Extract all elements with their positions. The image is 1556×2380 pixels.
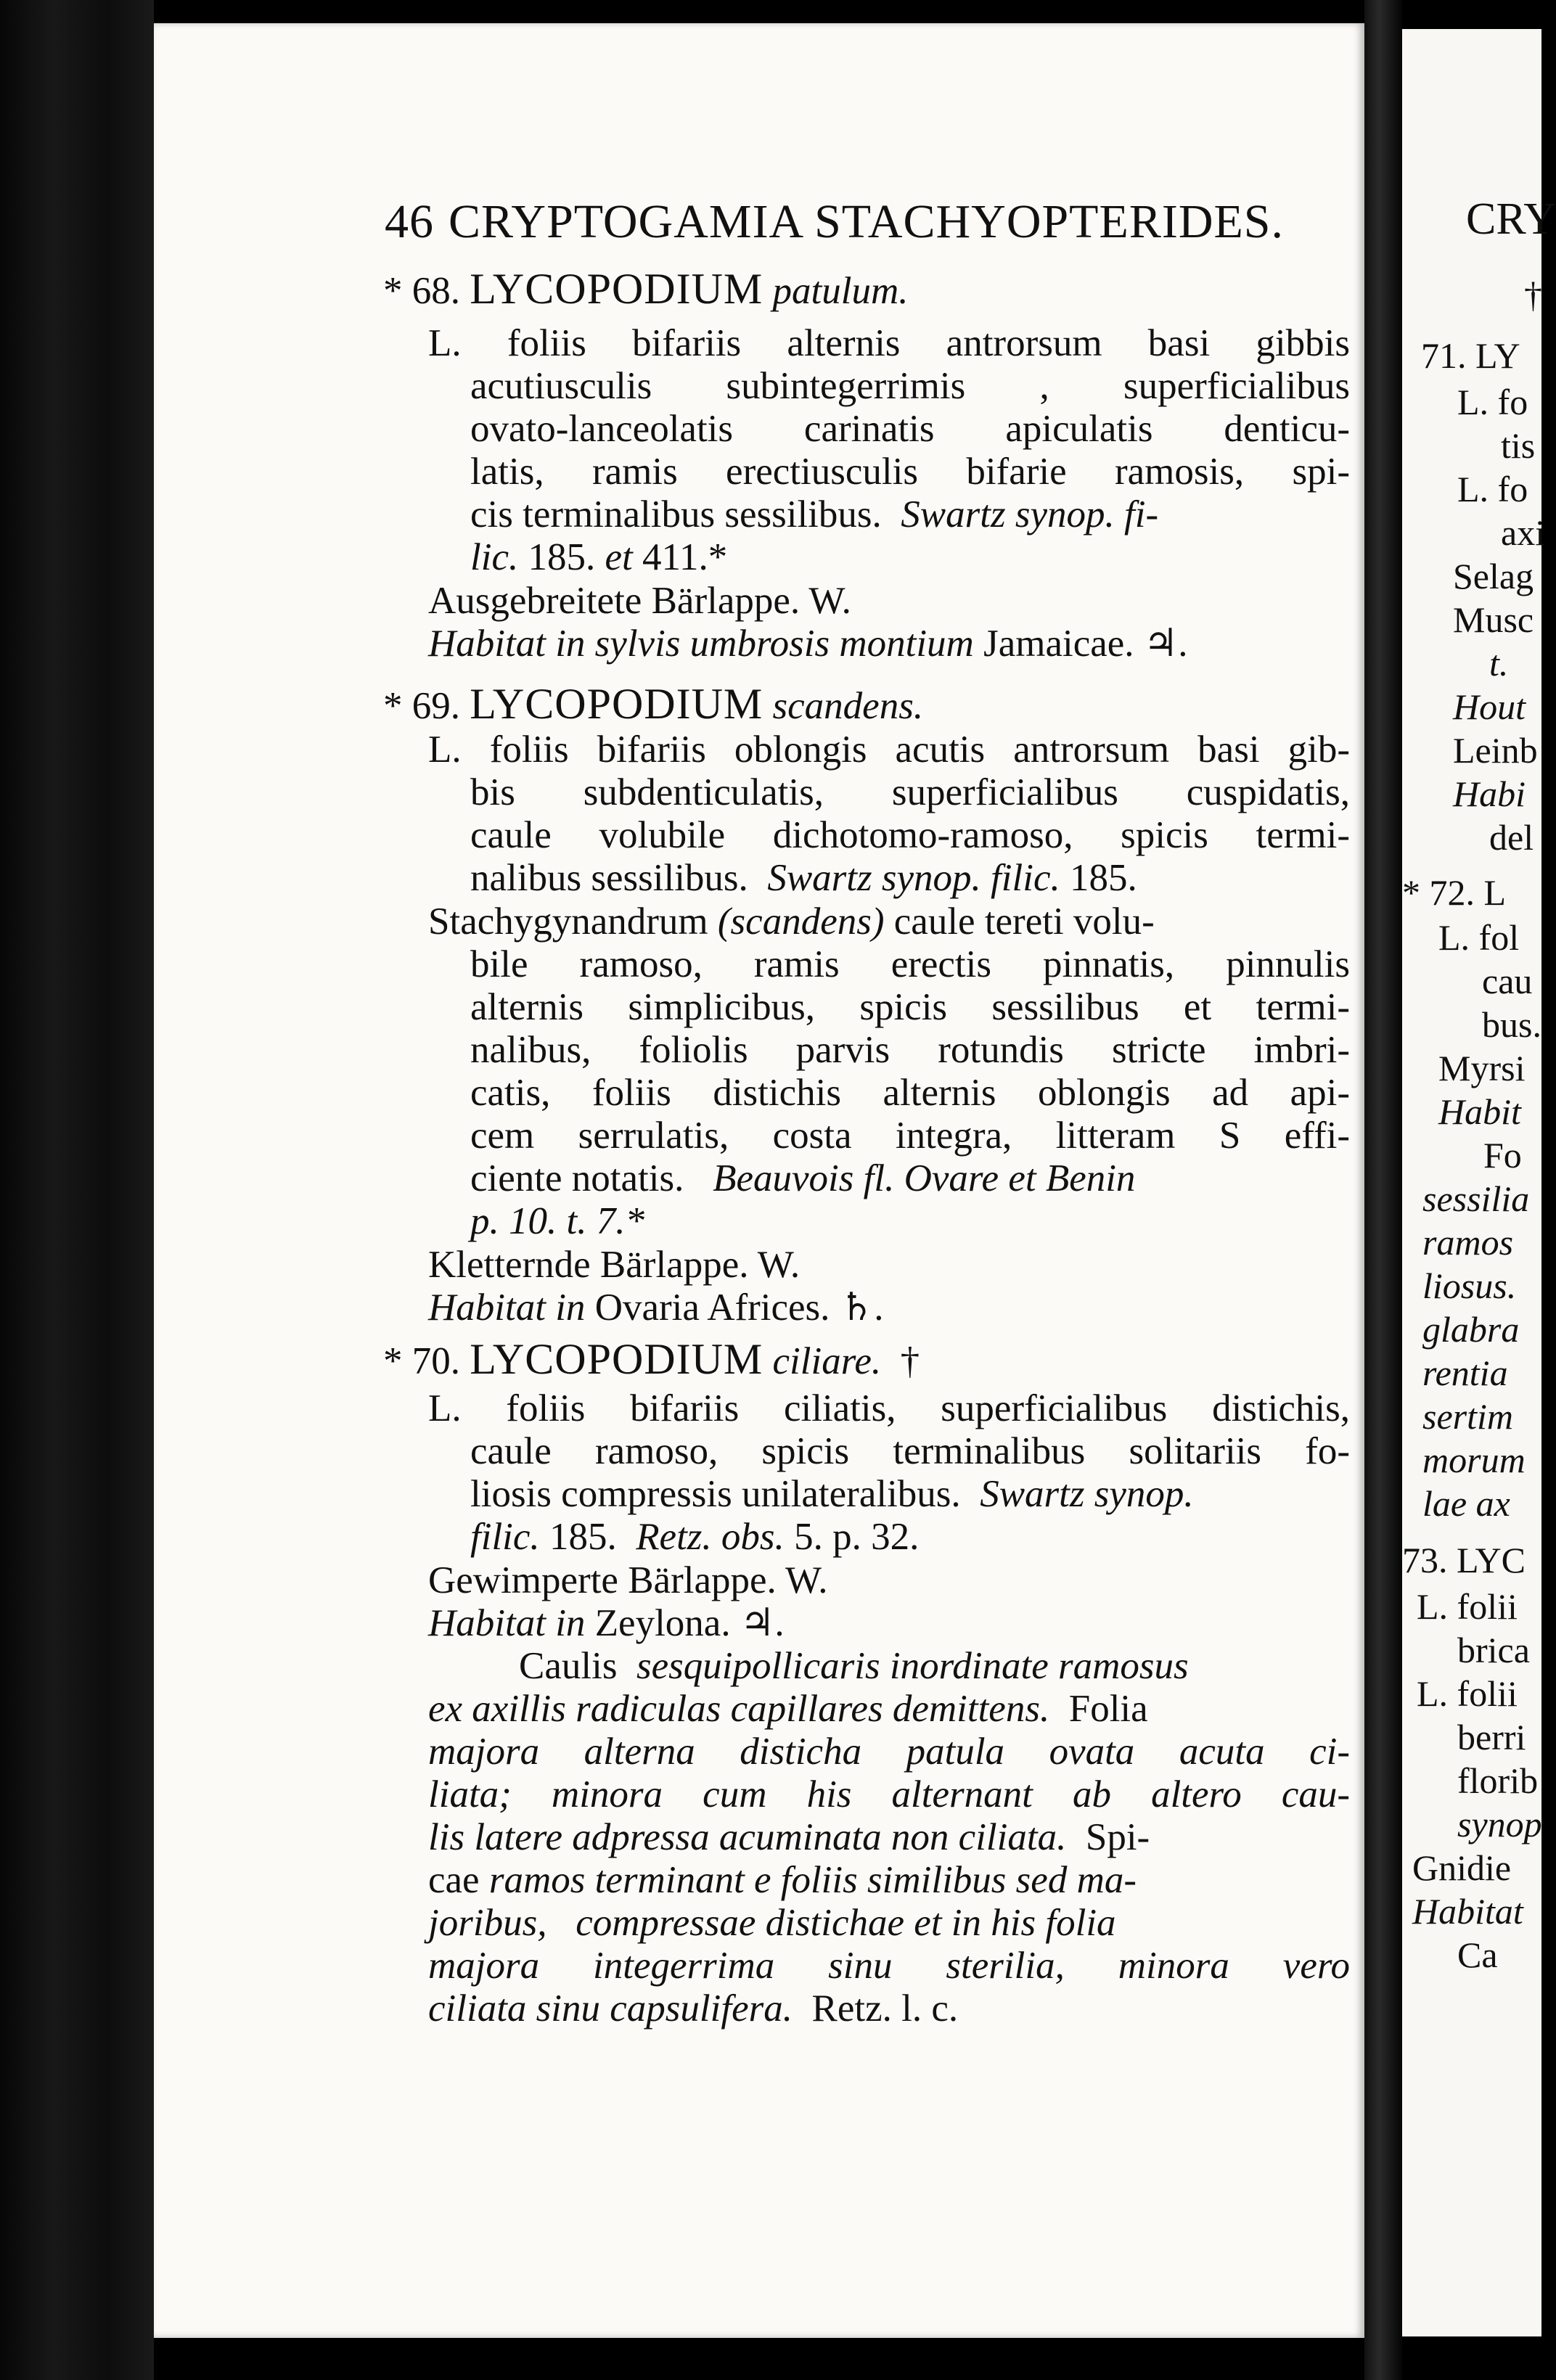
entry-70-habitat [428, 1601, 785, 1645]
right-page-line: Hout [1453, 686, 1526, 727]
entry-70-common-name: Gewimperte Bärlappe. W. [428, 1559, 828, 1601]
entry-70-diagnosis-line: L. foliis bifariis ciliatis, superficialibus distichis, [428, 1387, 1350, 1429]
note-text-italic: compressae distichae et in his folia [576, 1902, 1116, 1944]
entry-number: 69. [411, 685, 460, 727]
entry-68-diagnosis-line [470, 493, 1158, 536]
genus-name: LYCOPODIUM [470, 265, 763, 313]
synonym-epithet: (scandens) [717, 900, 885, 943]
running-head [385, 194, 1284, 250]
entry-70-note-line [428, 1815, 1150, 1859]
entry-70-note-line: majora alterna disticha patula ovata acuta ci- [428, 1731, 1350, 1773]
entry-69-diagnosis-line: caule volubile dichotomo-ramoso, spicis termi- [470, 814, 1350, 856]
synonym-text: caule tereti volu- [893, 900, 1155, 943]
entry-70-diagnosis-line: caule ramoso, spicis terminalibus solitariis fo- [470, 1430, 1350, 1472]
habitat-locality: Jamaicae. ♃. [983, 623, 1188, 665]
right-page-line: ramos [1422, 1222, 1514, 1263]
right-page-line: Habit [1438, 1091, 1521, 1132]
entry-69-synonym-line [428, 900, 1155, 943]
note-reference: Retz. l. c. [811, 1987, 959, 2030]
entry-70-header [383, 1337, 920, 1383]
right-page-line: † [1524, 274, 1542, 315]
right-page-line: Habitat [1412, 1891, 1523, 1932]
right-page-line: bus. [1482, 1004, 1541, 1045]
entry-69-synonym-line: alternis simplicibus, spicis sessilibus et termi- [470, 986, 1350, 1028]
species-epithet: scandens. [772, 685, 924, 727]
entry-68-common-name: Ausgebreitete Bärlappe. W. [428, 580, 851, 622]
right-page-line: t. [1489, 643, 1509, 684]
note-text: Spi- [1085, 1816, 1150, 1858]
synonym-name: Stachygynandrum [428, 900, 708, 943]
right-page-line: L. fo [1457, 382, 1528, 422]
entry-69-synonym-line: nalibus, foliolis parvis rotundis stricte imbri- [470, 1029, 1350, 1071]
citation-page: 185. [549, 1516, 617, 1558]
page-fold-shadow [1364, 0, 1402, 2380]
right-page-line: L. fol [1438, 917, 1520, 958]
genus-name: LYCOPODIUM [470, 1335, 763, 1383]
right-page-line: axi [1501, 512, 1546, 553]
right-page-line: L. folii [1417, 1673, 1518, 1714]
citation: Retz. obs. [636, 1516, 785, 1558]
diagnosis-text: nalibus sessilibus. [470, 857, 748, 899]
citation-page: 185. [1069, 857, 1137, 899]
star-mark: * [383, 685, 403, 727]
right-page-line: brica [1457, 1630, 1530, 1670]
right-page-line: tis [1501, 425, 1536, 466]
genus-name: LYCOPODIUM [470, 680, 763, 728]
citation: Swartz synop. filic. [767, 857, 1060, 899]
note-text: cae [428, 1859, 480, 1901]
diagnosis-text: liosis compressis unilateralibus. [470, 1473, 961, 1515]
right-page-line: del [1489, 817, 1534, 858]
synonym-text: ciente notatis. [470, 1157, 684, 1199]
note-text-italic: ciliata sinu capsulifera. [428, 1987, 793, 2030]
citation: filic. [470, 1516, 540, 1558]
right-running-head: CRY [1466, 194, 1556, 244]
entry-69-synonym-line: cem serrulatis, costa integra, litteram S effi- [470, 1115, 1350, 1157]
entry-69-habitat [428, 1286, 883, 1329]
entry-70-diagnosis-line [470, 1472, 1194, 1516]
citation-page: 5. p. 32. [794, 1516, 920, 1558]
citation: Swartz synop. fi- [901, 493, 1159, 536]
running-title: CRYPTOGAMIA STACHYOPTERIDES. [449, 195, 1284, 248]
right-page-line: glabra [1422, 1309, 1520, 1350]
habitat-text: Habitat in [428, 1602, 586, 1644]
species-epithet: ciliare. [772, 1340, 882, 1382]
right-page-line: Fo [1483, 1135, 1522, 1175]
note-text: Folia [1068, 1688, 1148, 1730]
star-mark: * [383, 1340, 403, 1382]
right-page-line: berri [1457, 1717, 1526, 1757]
right-page-line: morum [1422, 1440, 1526, 1480]
entry-69-citation-page: p. 10. t. 7.* [470, 1200, 644, 1242]
entry-69-diagnosis-line: L. foliis bifariis oblongis acutis antrorsum basi gib- [428, 729, 1350, 771]
entry-68-diagnosis-line: acutiusculis subintegerrimis , superficialibus [470, 365, 1350, 407]
note-text-italic: ramos terminant e foliis similibus sed ma- [488, 1859, 1137, 1901]
dagger-symbol: † [900, 1340, 920, 1382]
right-page-line: 73. LYC [1402, 1540, 1526, 1580]
entry-70-note-line: liata; minora cum his alternant ab altero cau- [428, 1773, 1350, 1815]
right-page-line: cau [1482, 961, 1533, 1001]
note-text-italic: sesquipollicaris inordinate ramosus [636, 1645, 1189, 1687]
page-number: 46 [385, 195, 434, 248]
diagnosis-text: cis terminalibus sessilibus. [470, 493, 882, 536]
right-page-line: sessilia [1422, 1178, 1530, 1219]
right-page-line: Selag [1453, 556, 1534, 596]
entry-69-synonym-line: catis, foliis distichis alternis oblongis ad api- [470, 1072, 1350, 1114]
book-gutter [0, 0, 154, 2380]
entry-69-diagnosis-line [470, 856, 1137, 900]
right-page-line: synop [1457, 1804, 1542, 1844]
right-page-line: florib [1457, 1760, 1539, 1801]
right-page-line: Ca [1457, 1934, 1498, 1975]
citation: Swartz synop. [980, 1473, 1194, 1515]
star-mark: * [383, 270, 403, 312]
entry-70-note-line [428, 1687, 1148, 1731]
habitat-locality: Ovaria Africes. ♄. [594, 1287, 884, 1329]
entry-70-note-line [519, 1644, 1189, 1688]
right-page-fragment [1402, 29, 1556, 2336]
right-page-line: L. fo [1457, 469, 1528, 509]
species-epithet: patulum. [772, 270, 909, 312]
entry-70-note-line [428, 1987, 958, 2030]
entry-69-common-name: Kletternde Bärlappe. W. [428, 1244, 800, 1286]
entry-number: 70. [411, 1340, 460, 1382]
right-page-line: Habi [1453, 774, 1526, 814]
right-page-line: rentia [1422, 1353, 1508, 1393]
right-page-line: liosus. [1422, 1265, 1517, 1306]
right-page-line: Gnidie [1412, 1847, 1512, 1888]
right-page-line: lae ax [1422, 1483, 1510, 1524]
entry-69-header [383, 682, 923, 728]
entry-69-synonym-line: bile ramoso, ramis erectis pinnatis, pinnulis [470, 943, 1350, 985]
entry-70-note-line [428, 1858, 1137, 1902]
citation-page: 411.* [642, 536, 728, 578]
habitat-text: Habitat in sylvis umbrosis montium [428, 623, 974, 665]
entry-number: 68. [411, 270, 460, 312]
entry-69-synonym-line [470, 1157, 1135, 1200]
note-text-italic: lis latere adpressa acuminata non ciliata. [428, 1816, 1067, 1858]
entry-68-diagnosis-line [470, 536, 727, 579]
note-text-italic: joribus, [428, 1902, 547, 1944]
note-text-italic: ex axillis radiculas capillares demittens. [428, 1688, 1050, 1730]
right-page-line: 71. LY [1421, 335, 1520, 376]
right-page-line: L. folii [1417, 1586, 1518, 1627]
habitat-text: Habitat in [428, 1287, 586, 1329]
entry-70-note-line [428, 1901, 1116, 1945]
citation: Beauvois fl. Ovare et Benin [713, 1157, 1136, 1199]
entry-68-header [383, 267, 909, 313]
right-page-line: Myrsi [1438, 1048, 1526, 1088]
entry-68-habitat [428, 622, 1188, 665]
note-text: Caulis [519, 1645, 618, 1687]
right-page-line: sertim [1422, 1396, 1513, 1437]
right-page-line: Musc [1453, 599, 1534, 640]
citation-page: 185. [528, 536, 596, 578]
habitat-locality: Zeylona. ♃. [594, 1602, 785, 1644]
entry-70-diagnosis-line [470, 1515, 919, 1559]
entry-68-diagnosis-line: ovato-lanceolatis carinatis apiculatis denticu- [470, 408, 1350, 450]
right-page-line: * 72. L [1402, 872, 1507, 913]
right-page-line: Leinb [1453, 730, 1538, 771]
entry-68-diagnosis-line: latis, ramis erectiusculis bifarie ramosis, spi- [470, 451, 1350, 493]
entry-70-note-line: majora integerrima sinu sterilia, minora vero [428, 1945, 1350, 1987]
citation: lic. [470, 536, 519, 578]
citation: et [605, 536, 633, 578]
entry-68-diagnosis-line: L. foliis bifariis alternis antrorsum basi gibbis [428, 322, 1350, 364]
entry-69-diagnosis-line: bis subdenticulatis, superficialibus cuspidatis, [470, 771, 1350, 813]
